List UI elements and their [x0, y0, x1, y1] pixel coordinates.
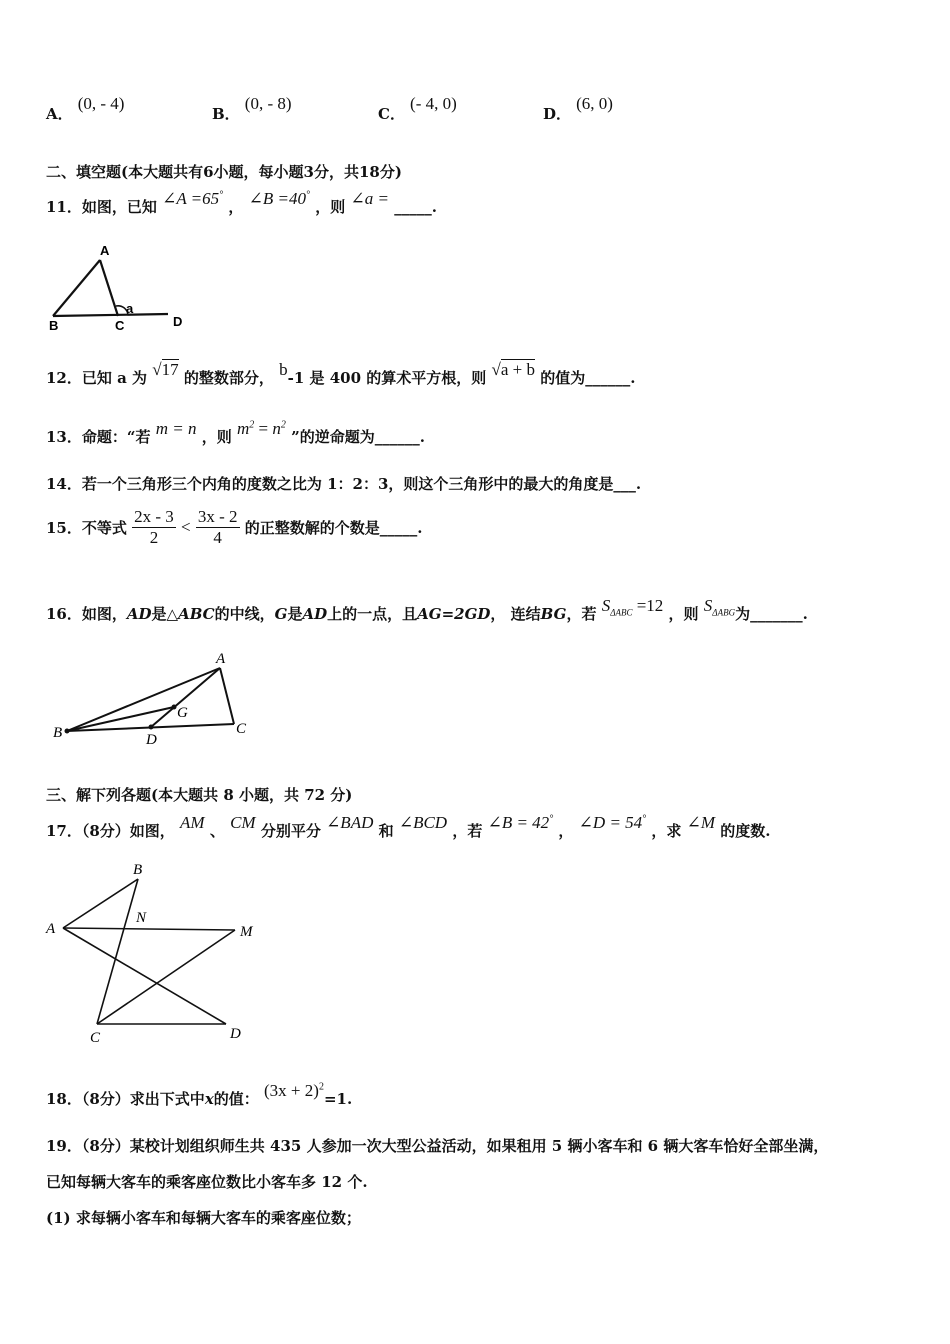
option-b-value: (0, - 8)	[244, 94, 292, 113]
q11-angle-b: ∠B =40°	[248, 189, 310, 208]
q15-fraction-1: $\frac{2x - 3}{2}$	[134, 507, 174, 547]
q16-label-b: B	[53, 725, 63, 741]
q16-ad: AD	[126, 605, 152, 623]
q12-mid2: -1 是 400 的算术平方根，则	[287, 369, 487, 387]
q11-label-d: D	[173, 314, 183, 329]
option-a-value: (0, - 4)	[77, 94, 125, 113]
question-12	[46, 360, 636, 388]
q11-blank: _____.	[394, 198, 437, 216]
question-18: 18．（8分）求出下式中x的值： $(3x + 2)^2=1$.	[46, 1081, 353, 1108]
q13-m2-eq-n2: $m^2 = n^2$	[236, 419, 286, 438]
option-d-label: D．	[543, 105, 572, 123]
q18-x: x	[204, 1090, 214, 1108]
q16-area-abg: $S_{\Delta ABG}$	[703, 596, 736, 618]
option-a-label: A．	[46, 105, 73, 123]
question-16: 16．如图，AD是△ABC的中线，G是AD上的一点，且AG=2GD， 连结BG，若 $S_{\Delta ABC} =12$ ，则 $S_{\Delta ABG}$为_______.	[46, 596, 808, 623]
question-17: 17．（8分）如图， AM 、 CM 分别平分 ∠BAD 和 ∠BCD ，若 ∠B = 42° ， ∠D = 54° ，求 ∠M 的度数.	[46, 813, 771, 840]
question-19-line2: 已知每辆大客车的乘客座位数比小客车多 12 个.	[46, 1173, 368, 1191]
q18-expression: $(3x + 2)^2$	[264, 1081, 324, 1100]
q12-prefix: 12．已知 a 为	[46, 369, 148, 387]
option-b-label: B．	[212, 105, 240, 123]
option-a	[46, 94, 125, 124]
q13-prefix: 13．命题：“若	[46, 428, 151, 446]
option-c	[378, 94, 457, 124]
q15-less-than: <	[181, 517, 191, 537]
q11-comma: ，	[228, 198, 244, 216]
q12-mid1: 的整数部分，	[183, 369, 274, 387]
q15-prefix: 15．不等式	[46, 519, 127, 537]
option-b	[212, 94, 292, 124]
question-13	[46, 419, 425, 447]
q17-cm: CM	[230, 813, 256, 832]
q17-figure	[40, 858, 270, 1053]
question-15	[46, 507, 422, 548]
q12-sqrt17: √17	[152, 360, 179, 379]
q17-angle-d: ∠D = 54°	[578, 813, 647, 832]
q17-label-d: D	[230, 1026, 241, 1042]
q17-angle-b: ∠B = 42°	[487, 813, 554, 832]
question-11	[46, 189, 437, 217]
q17-label-a: A	[46, 921, 56, 937]
q13-then: ，则	[201, 428, 232, 446]
option-c-label: C．	[378, 105, 405, 123]
q16-label-g: G	[177, 705, 188, 721]
q16-area-abc: $S_{\Delta ABC} =12$	[601, 596, 664, 618]
question-19-line3: (1) 求每辆小客车和每辆大客车的乘客座位数；	[46, 1209, 361, 1227]
q13-suffix: ”的逆命题为______.	[291, 428, 425, 446]
q11-label-b: B	[49, 318, 59, 333]
q17-label-b: B	[133, 862, 143, 878]
q11-then: ，则	[315, 198, 346, 216]
q11-label-c: C	[115, 318, 125, 333]
q11-angle-alpha: ∠a =	[350, 189, 389, 208]
q17-label-c: C	[90, 1030, 101, 1046]
q11-label-a: A	[100, 243, 110, 258]
q11-figure	[40, 240, 200, 335]
q16-label-c: C	[236, 721, 247, 737]
q11-label-alpha: a	[126, 301, 134, 316]
q17-am: AM	[180, 813, 205, 832]
section3-heading: 三、解下列各题(本大题共 8 小题，共 72 分)	[46, 786, 353, 804]
q11-prefix: 11．如图，已知	[46, 198, 157, 216]
question-14: 14．若一个三角形三个内角的度数之比为 1：2：3，则这个三角形中的最大的角度是___.	[46, 475, 642, 493]
option-c-value: (- 4, 0)	[410, 94, 457, 113]
q16-label-d: D	[146, 732, 157, 748]
q12-sqrt-ab: √a + b	[491, 360, 535, 379]
q17-bad: ∠BAD	[326, 813, 374, 832]
q15-suffix: 的正整数解的个数是_____.	[244, 519, 423, 537]
q17-label-m: M	[240, 924, 253, 940]
section2-heading: 二、填空题(本大题共有6小题，每小题3分，共18分)	[46, 163, 402, 181]
option-d	[543, 94, 613, 124]
q12-b: b	[279, 360, 288, 379]
q17-label-n: N	[136, 910, 147, 926]
q11-angle-a: ∠A =65°	[162, 189, 224, 208]
q12-suffix: 的值为______.	[540, 369, 636, 387]
q16-label-a: A	[216, 651, 226, 667]
q17-bcd: ∠BCD	[398, 813, 448, 832]
question-19-line1: 19．（8分）某校计划组织师生共 435 人参加一次大型公益活动，如果租用 5 辆小客车和 6 辆大客车恰好全部坐满，	[46, 1137, 829, 1155]
q13-m-eq-n: m = n	[155, 419, 197, 438]
option-d-value: (6, 0)	[576, 94, 613, 113]
q17-angle-m: ∠M	[686, 813, 716, 832]
q16-figure	[40, 645, 260, 750]
q15-fraction-2: $\frac{3x - 2}{4}$	[197, 507, 238, 547]
